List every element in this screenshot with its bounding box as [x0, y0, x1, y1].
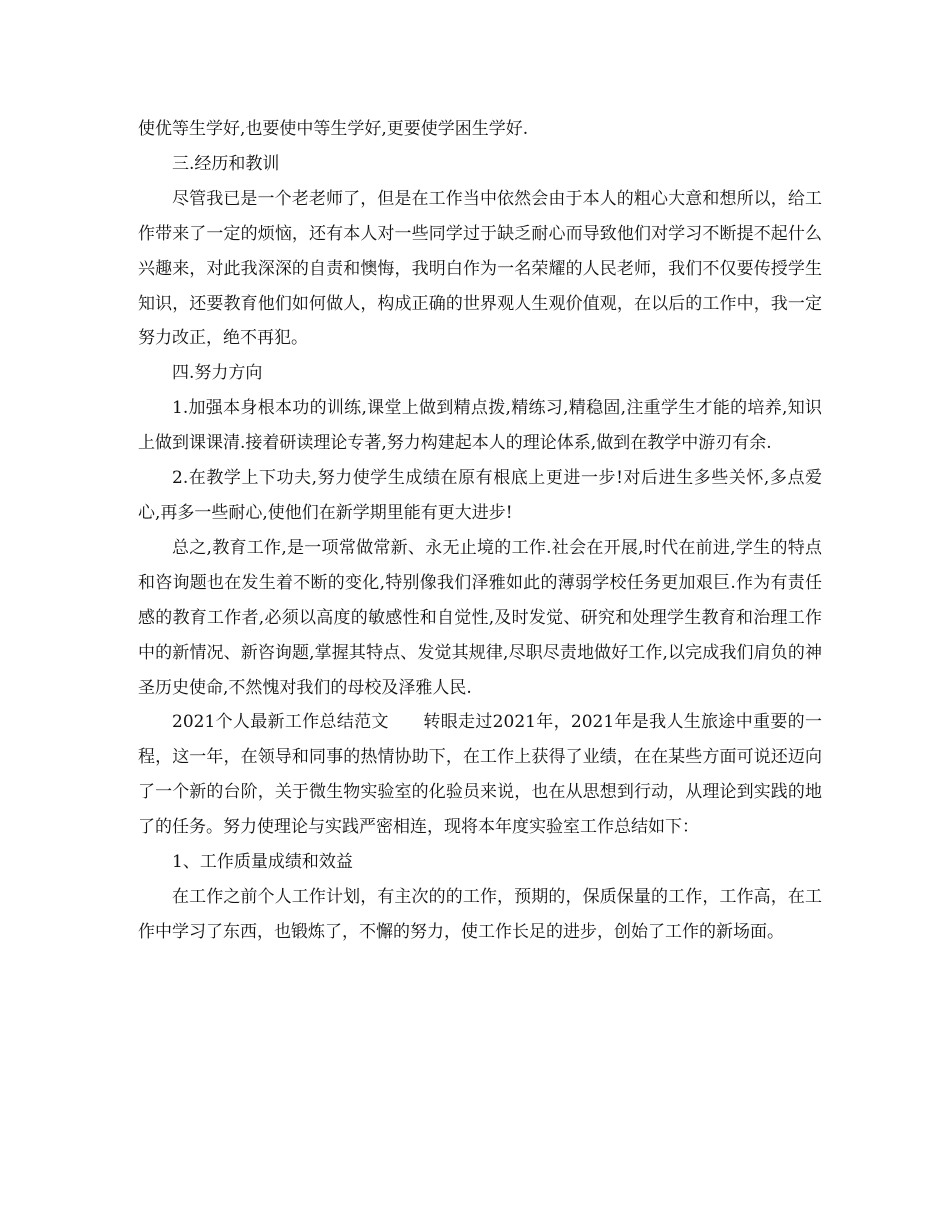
document-body: [138, 112, 822, 950]
paragraph-quality: 在工作之前个人工作计划，有主次的的工作，预期的，保质保量的工作，工作高，在工作中学习了东西，也锻炼了，不懈的努力，使工作长足的进步，创始了工作的新场面。: [138, 886, 822, 942]
paragraph-experience: 尽管我已是一个老老师了，但是在工作当中依然会由于本人的粗心大意和想所以，给工作带来了一定的烦恼，还有本人对一些同学过于缺乏耐心而导致他们对学习不断提不起什么兴趣来，对此我深深的自责和懊悔，我明白作为一名荣耀的人民老师，我们不仅要传授学生知识，还要教育他们如何做人，构成正确的世界观人生观价值观，在以后的工作中，我一定努力改正，绝不再犯。: [138, 188, 822, 349]
paragraph-summary: 总之,教育工作,是一项常做常新、永无止境的工作.社会在开展,时代在前进,学生的特点和咨询题也在发生着不断的变化,特别像我们泽雅如此的薄弱学校任务更加艰巨.作为有责任感的教育工作者,必须以高度的敏感性和自觉性,及时发觉、研究和处理学生教育和治理工作中的新情况、新咨询题,掌握其特点、发觉其规律,尽职尽责地做好工作,以完成我们肩负的神圣历史使命,不然愧对我们的母校及泽雅人民.: [138, 537, 822, 698]
paragraph-continuation: 使优等生学好,也要使中等生学好,更要使学困生学好.: [138, 119, 529, 139]
section-heading-quality: 1、工作质量成绩和效益: [172, 852, 353, 873]
paragraph-direction-2: 2.在教学上下功夫,努力使学生成绩在原有根底上更进一步!对后进生多些关怀,多点爱心,再多一些耐心,使他们在新学期里能有更大进步!: [138, 468, 822, 523]
paragraph-new-summary-intro: 2021个人最新工作总结范文 转眼走过2021年，2021年是我人生旅途中重要的一程，这一年，在领导和同事的热情协助下，在工作上获得了业绩，在在某些方面可说还迈向了一个新的台阶，关于微生物实验室的化验员来说，也在从思想到行动，从理论到实践的地了的任务。努力使理论与实践严密相连，现将本年度实验室工作总结如下：: [138, 712, 822, 838]
paragraph-direction-1: 1.加强本身根本功的训练,课堂上做到精点拨,精练习,精稳固,注重学生才能的培养,知识上做到课课清.接着研读理论专著,努力构建起本人的理论体系,做到在教学中游刃有余.: [138, 398, 822, 454]
section-heading-direction: 四.努力方向: [172, 363, 263, 384]
section-heading-experience: 三.经历和教训: [172, 153, 280, 174]
